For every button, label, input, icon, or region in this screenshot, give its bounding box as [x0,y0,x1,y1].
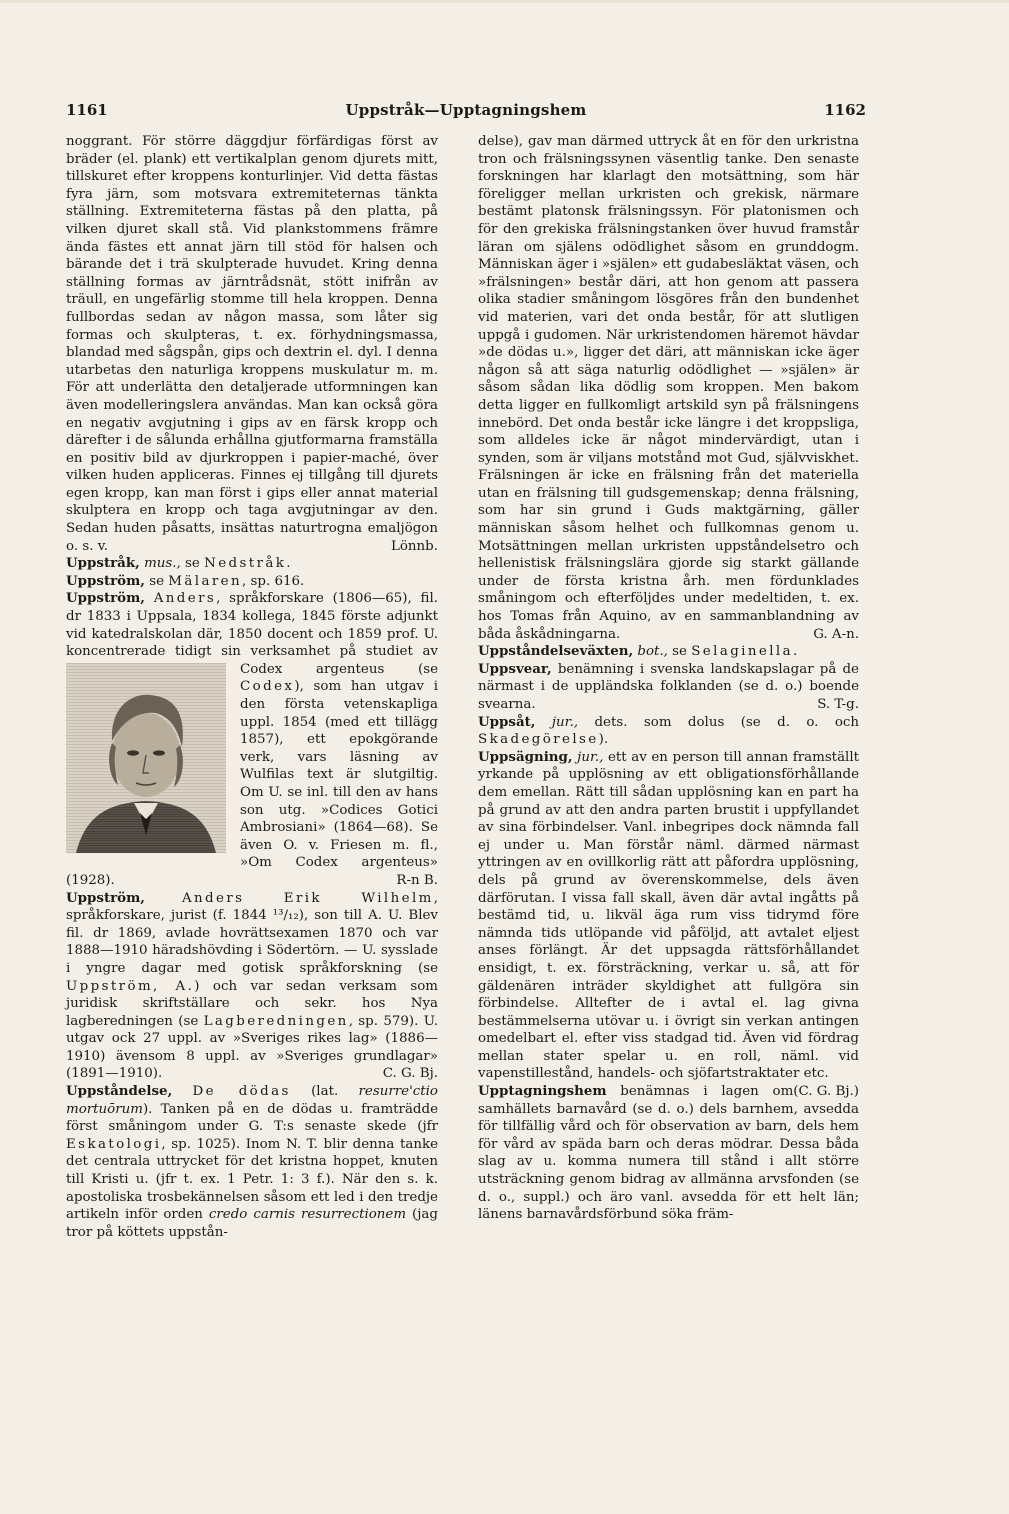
entry-uppsvear: Uppsvear, benämning i svenska landskapslagar på de närmast i de uppländska folklanden (se d. o.) boende svearna. S. T-g. [478,660,859,712]
entry-uppstandelse: Uppståndelse, De dödas (lat. resurre'ctio mortuōrum). Tanken på en de dödas u. framträdde först småningom under G. T:s senaste skede (jfr Eskatologi, sp. 1025). Inom N. T. blir denna tanke det centrala uttrycket för det kristna hoppet, knuten till Kristi u. (jfr t. ex. 1 Petr. 1: 3 f.). När den s. k. apostoliska trosbekännelsen såsom ett led i den tredje artikeln inför orden credo carnis resurrectionem (jag tror på köttets uppstån- [66,1083,438,1240]
signature: R-n B. [396,872,438,888]
headword: Uppström, [66,572,145,589]
page-header [66,101,866,123]
signature: G. A-n. [813,626,859,642]
headword: Uppståndelse, [66,1083,173,1100]
entry-uppstrom-anders: Uppström, Anders, språkforskare (1806—65), fil. dr 1833 i Uppsala, 1834 kollega, 1845 förste adjunkt vid katedralskolan där, 1850 docent och 1859 prof. U. koncentrerade tidigt sin verksamhet på studiet av Codex argenteus (se Codex), som han utgav i den första vetenskapliga uppl. 1854 (med ett tillägg 1857), ett epokgörande verk, vars läsning av Wulfilas text är slutgiltig. Om U. se inl. till den av hans son utg. »Codices Gotici Ambrosiani» (1864—68). Se även O. v. Friesen m. fl., »Om Codex argenteus» (1928). R-n B. [66,590,438,888]
headword: Uppsåt, [478,713,536,730]
cross-reference: Mälaren [168,573,242,589]
cross-reference: Nedstråk [204,556,287,572]
page-number-right: 1162 [824,101,866,119]
headword: Uppstråk, [66,555,140,572]
cross-reference: Skadegörelse [478,732,599,748]
entry-upptrom-1: Uppström, se Mälaren, sp. 616. [66,572,305,589]
portrait-image [66,663,226,853]
headword: Uppström, [66,889,145,906]
signature: (C. G. Bj.) [793,1084,859,1100]
page-top-edge [0,0,1009,3]
headword: Uppsägning, [478,748,573,765]
signature: C. G. Bj. [382,1066,438,1082]
entry-uppsat: Uppsåt, jur., dets. som dolus (se d. o. och Skadegörelse). [478,713,859,748]
paragraph-continuation: noggrant. För större däggdjur förfärdigas först av bräder (el. plank) ett vertikalplan genom djurets mitt, tillskuret efter kroppens konturlinjer. Vid detta fästas fyra järn, som motsvara extremiteternas tänkta ställning. Extremiteterna fästas på den platta, på vilken djuret skall stå. Vid plankstommens främre ända fästes ett annat järn till stöd för halsen och bärande det i trä skulpterade huvudet. Kring denna ställning formas av järntrådsnät, stött inifrån av träull, en ungefärlig stomme till hela kroppen. Denna fullbordas sedan av någon massa, som låter sig formas och skulpteras, t. ex. förhydningsmassa, blandad med sågspån, gips och dextrin el. dyl. I denna utarbetas den naturliga kroppens muskulatur m. m. För att underlätta den detaljerade utformningen kan även modelleringslera användas. Man kan också göra en negativ avgjutning i gips av en färsk kropp och därefter i de sålunda erhållna gjutformarna framställa en positiv bild av djurkroppen i papier-maché, över vilken huden appliceras. Finnes ej tillgång till djurets egen kropp, kan man först i gips eller annat material skulptera en kropp och taga avgjutningar av den. Sedan huden påsatts, insättas naturtrogna emaljögon o. s. v. Lönnb. [66,134,438,554]
entry-uppsagning: Uppsägning, jur., ett av en person till annan framställt yrkande på upplösning av ett obligationsförhållande dem emellan. Rätt till sådan upplösning kan en part ha på grund av att den andra parten brustit i uppfyllandet av sina förbindelser. Vanl. inbegripes dock nämnda fall ej under u. Man förstår näml. därmed närmast yttringen av en ovillkorlig rätt att påfordra upplösning, dels på grund av överenskommelse, dels även därförutan. I vissa fall skall, även där avtal ingåtts på bestämd tid, u. likväl äga rum viss tidrymd före nämnda tids utlöpande vid påföljd, att avtalet eljest anses förlängt. Är det uppsagda rättsförhållandet ensidigt, t. ex. försträckning, verkar u. så, att för gäldenären inträder skyldighet att fullgöra sin förbindelse. Alltefter de i avtal el. lag givna bestämmelserna utövar u. i övrigt sin verkan antingen omedelbart el. efter viss stadgad tid. Även vid fördrag mellan stater spelar u. en roll, näml. vid vapenstillestånd, handels- och sjöfartstraktater etc. (C. G. Bj.) [478,748,859,1100]
entry-uppstandelsevaxten: Uppståndelseväxten, bot., se Selaginella. [478,643,798,660]
paragraph-continuation: delse), gav man därmed uttryck åt en för den urkristna tron och frälsningssynen väsentlig tanke. Den senaste forskningen har klarlagt den motsättning, som här föreligger mellan urkristen och grekisk, närmare bestämt platonsk frälsningssyn. För platonismen och för den grekiska frälsningstanken över huvud framstår läran om själens odödlighet såsom en grunddogm. Människan äger i »själen» ett gudabesläktat väsen, och »frälsningen» består däri, att hon genom att passera olika stadier småningom lösgöres från den bundenhet vid materien, vari det onda består, för att slutligen uppgå i gudomen. När urkristendomen häremot hävdar »de dödas u.», ligger det däri, att människan icke äger någon så att säga naturlig odödlighet — »själen» är såsom sådan lika dödlig som kroppen. Men bakom detta ligger en fullkomligt artskild syn på frälsningens innebörd. Det onda består icke längre i det kroppsliga, som alldeles icke är något mindervärdigt, utan i synden, som är viljans motstånd mot Gud, självviskhet. Frälsningen är icke en frälsning från det materiella utan en frälsning till gudsgemenskap; denna frälsning, som har sin grund i Guds maktgärning, gäller människan såsom helhet och fullkomnas genom u. Motsättningen mellan urkristen uppståndelsetro och hellenistisk frälsningslära gjorde sig starkt gällande under de första kristna årh. men fördunklades småningom och efterföljdes under medeltiden, t. ex. hos Tomas från Aquino, av en sammanblandning av båda åskådningarna. G. A-n. [478,134,859,642]
headword: Uppström, [66,590,145,607]
column-left [66,133,438,1241]
headword: Uppståndelseväxten, [478,643,634,660]
headword: Upptagningshem [478,1083,607,1100]
entry-upptagningshem: Upptagningshem benämnas i lagen om samhällets barnavård (se d. o.) dels barnhem, avsedda för tillfällig vård och för observation av barn, dels hem för vård av späda barn och deras mödrar. Dessa båda slag av u. komma numera till stånd i allt större utsträckning genom bidrag av allmänna arvsfonden (se d. o., suppl.) och äro vanl. avsedda för ett helt län; länens barnavårdsförbund söka främ- [478,1083,859,1223]
entry-uppstrom-anders-erik-wilhelm: Uppström, Anders Erik Wilhelm, språkforskare, jurist (f. 1844 ¹³/₁₂), son till A. U. Blev fil. dr 1869, avlade hovrättsexamen 1870 och var 1888—1910 häradshövding i Södertörn. — U. sysslade i yngre dagar med gotisk språkforskning (se Uppström, A.) och var sedan verksam som juridisk skriftställare och sekr. hos Nya lagberedningen (se Lagberedningen, sp. 579). U. utgav ock 27 uppl. av »Sveriges rikes lag» (1886—1910) ävensom 8 uppl. av »Sveriges grundlagar» (1891—1910). C. G. Bj. [66,889,439,1082]
page-number-left: 1161 [66,101,108,119]
cross-reference: Selaginella [691,644,793,660]
running-title: Uppstråk—Upptagningshem [345,101,587,119]
signature: Lönnb. [390,538,438,554]
headword: Uppsvear, [478,660,552,677]
signature: S. T-g. [817,697,859,712]
column-right [478,133,859,1224]
entry-uppstrak: Uppstråk, mus., se Nedstråk. [66,555,291,572]
